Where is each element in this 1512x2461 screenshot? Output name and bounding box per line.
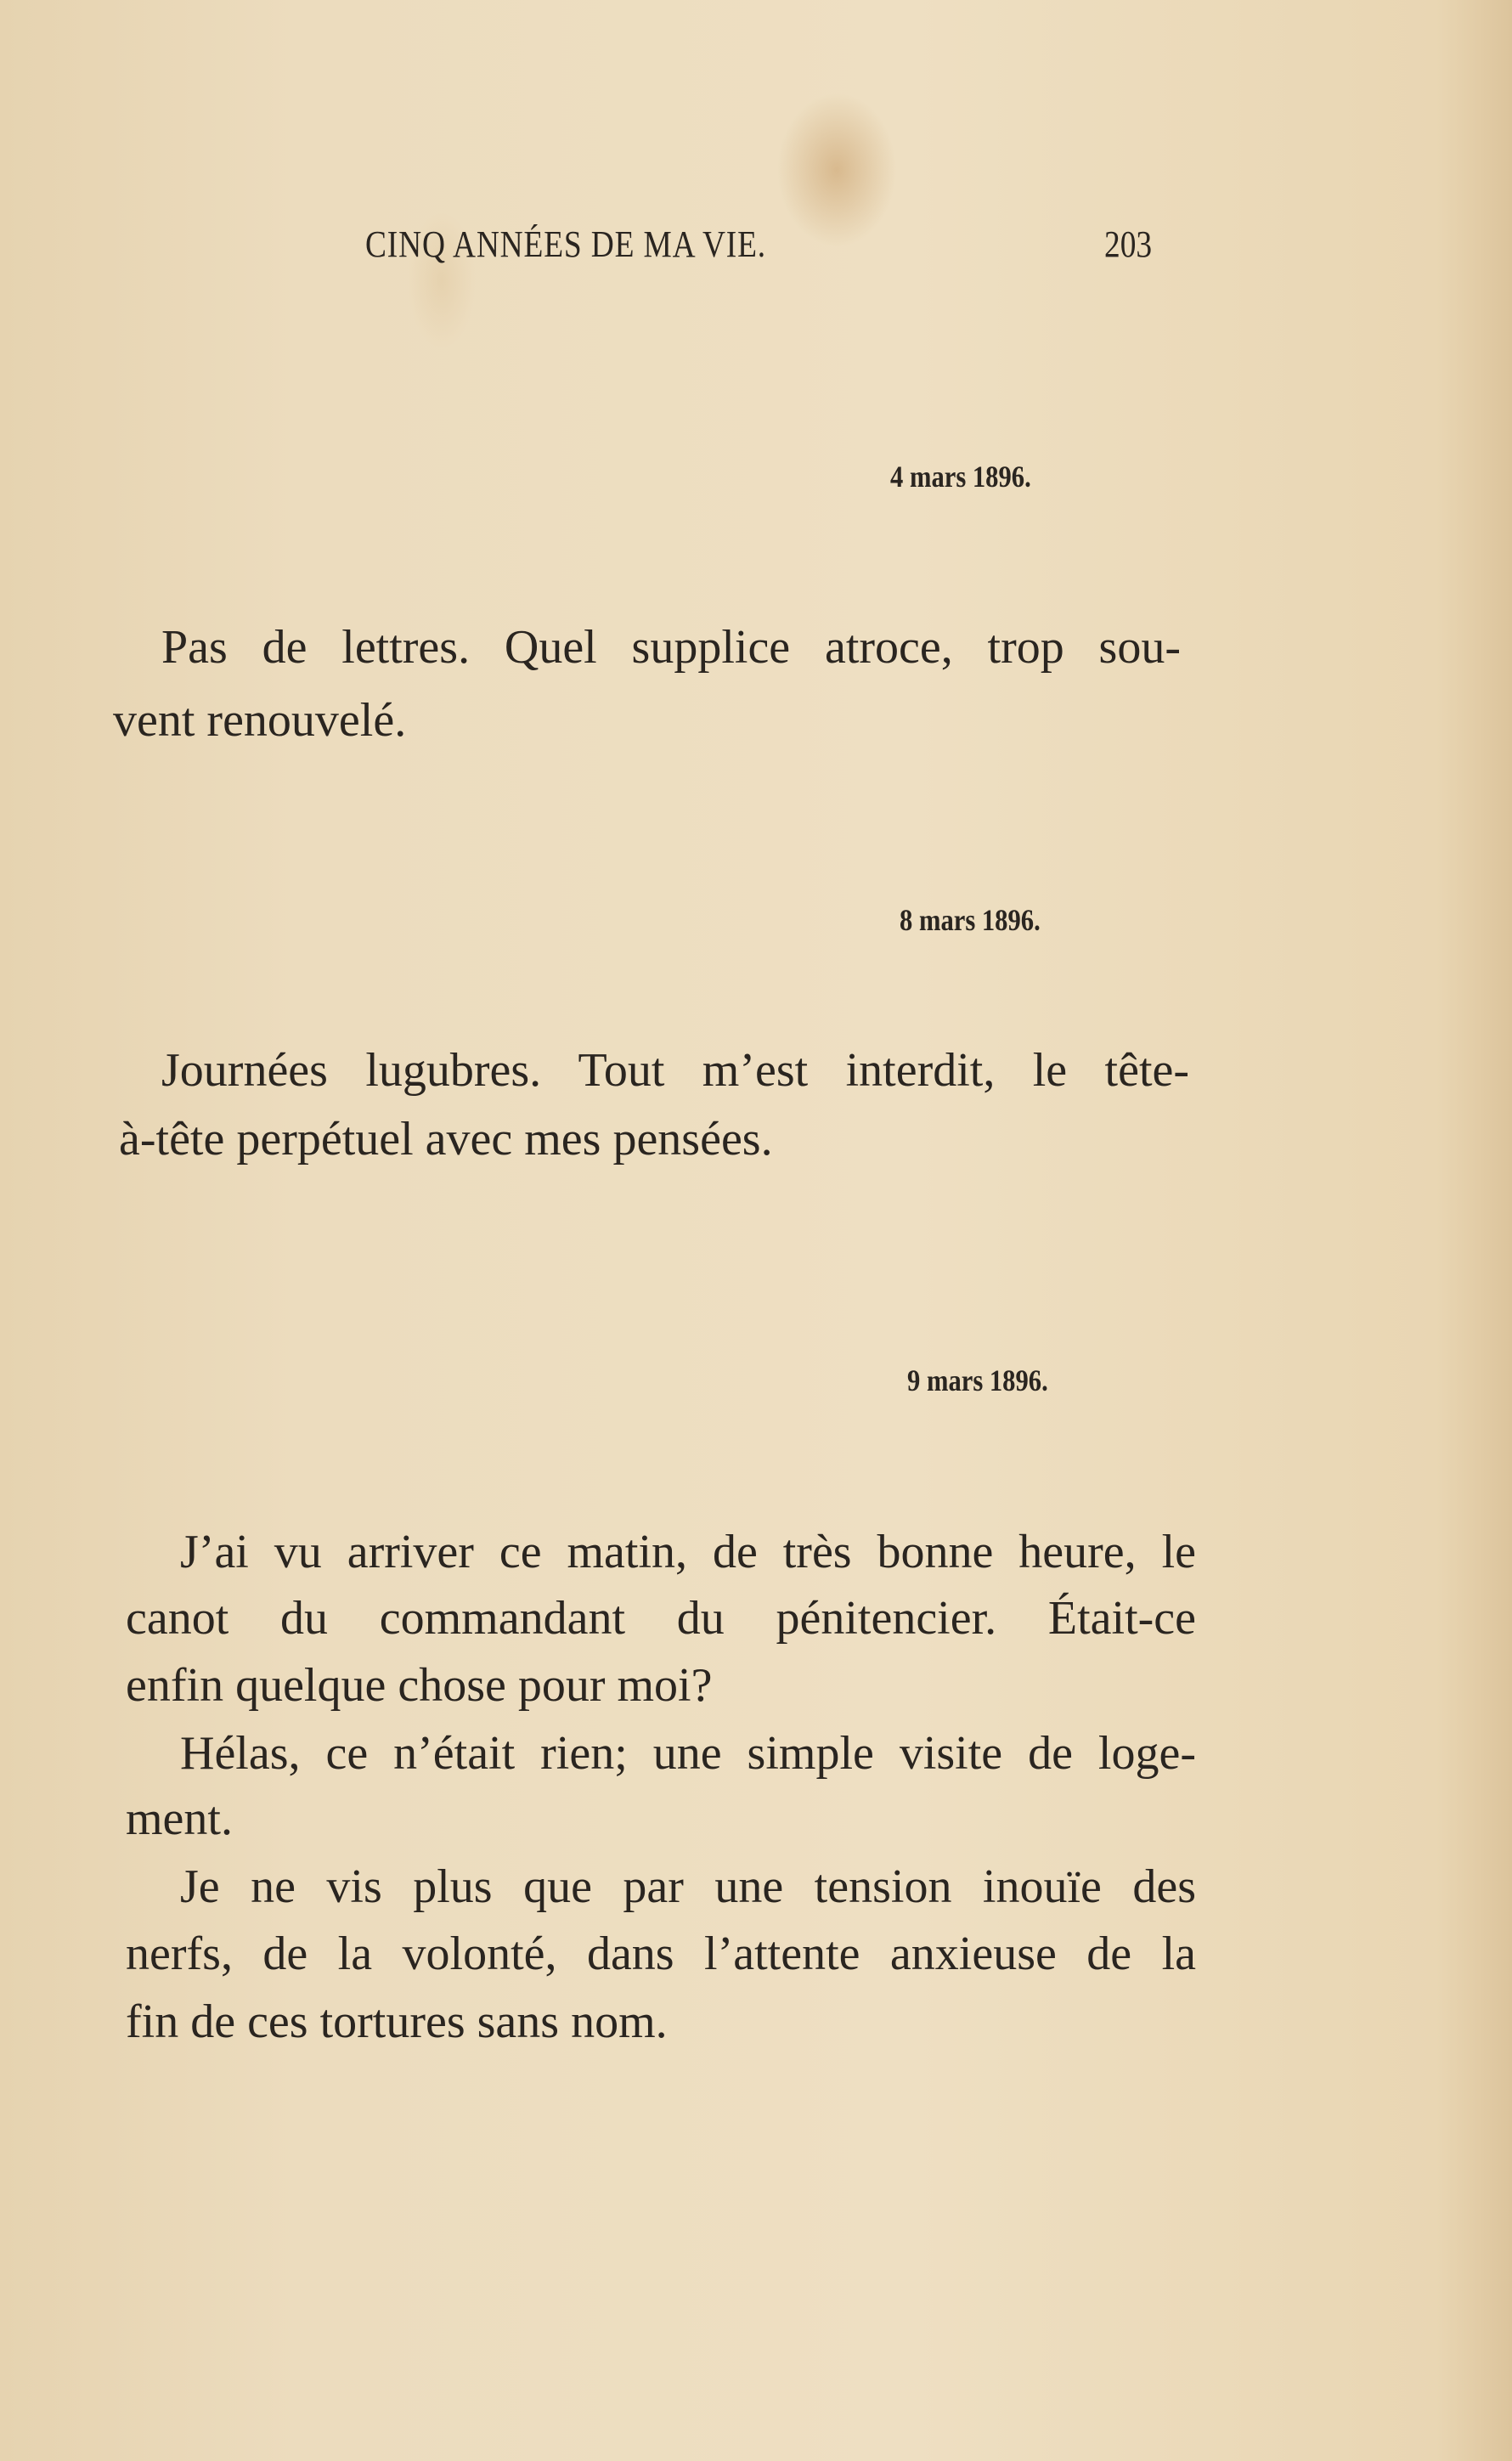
text-line: fin de ces tortures sans nom. [126,1995,668,2048]
text-line: canot du commandant du pénitencier. Était-ce [126,1592,1196,1645]
text-line: Hélas, ce n’était rien; une simple visite de loge- [180,1727,1196,1780]
text-line: à-tête perpétuel avec mes pensées. [119,1113,773,1166]
entry-date: 8 mars 1896. [900,903,1041,937]
entry-date: 9 mars 1896. [907,1363,1048,1397]
text-line: ment. [126,1792,233,1845]
text-line: Journées lugubres. Tout m’est interdit, le tête- [161,1044,1189,1097]
page-number: 203 [1104,223,1153,265]
text-line: nerfs, de la volonté, dans l’attente anxieuse de la [126,1928,1196,1980]
running-title: CINQ ANNÉES DE MA VIE. [365,223,767,265]
text-line: Je ne vis plus que par une tension inouïe des [180,1860,1196,1913]
text-line: J’ai vu arriver ce matin, de très bonne heure, le [180,1526,1196,1578]
entry-date: 4 mars 1896. [890,460,1031,494]
text-line: vent renouvelé. [113,694,407,747]
text-line: enfin quelque chose pour moi? [126,1659,713,1712]
text-line: Pas de lettres. Quel supplice atroce, trop sou- [161,621,1181,674]
